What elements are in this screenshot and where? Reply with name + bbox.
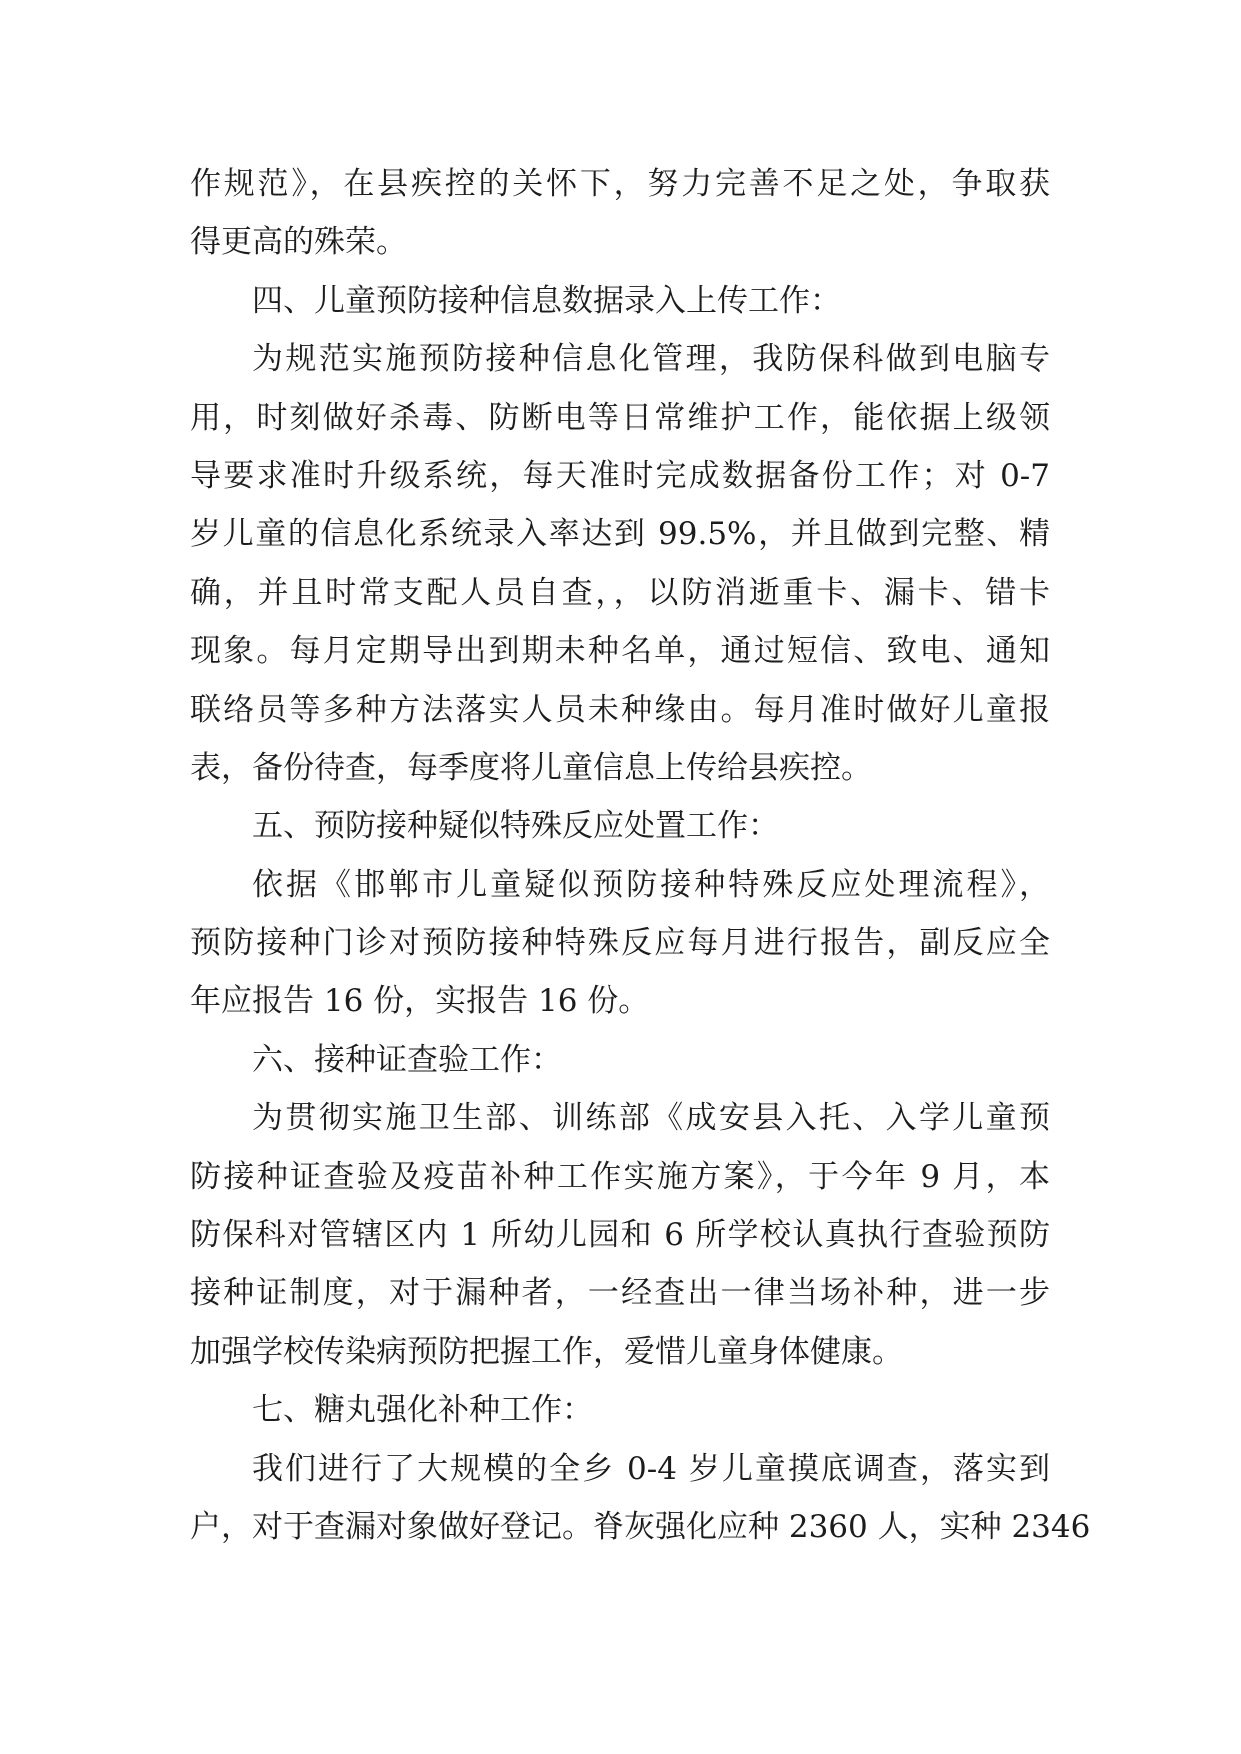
section-heading [190,272,1050,330]
text-line: 依据《邯郸市儿童疑似预防接种特殊反应处理流程》， [252,866,1050,903]
body-paragraph [190,330,1050,797]
section-heading [190,1031,1050,1089]
section-heading [190,1381,1050,1439]
text-line: 作规范》，在县疾控的关怀下，努力完善不足之处，争取获 [190,166,1050,202]
text-line: 岁儿童的信息化系统录入率达到 99.5%，并且做到完整、精 [190,516,1050,553]
text-line: 预防接种门诊对预防接种特殊反应每月进行报告，副反应全 [190,925,1050,962]
body-paragraph [190,856,1050,1031]
text-line: 户，对于查漏对象做好登记。脊灰强化应种 2360 人，实种 2346 [190,1508,1091,1545]
heading-line: 六、接种证查验工作： [252,1041,562,1078]
text-line: 现象。每月定期导出到期未种名单，通过短信、致电、通知 [190,633,1050,670]
text-line: 确，并且时常支配人员自查，，以防消逝重卡、漏卡、错卡 [190,574,1050,611]
text-line: 导要求准时升级系统，每天准时完成数据备份工作；对 0-7 [190,457,1050,494]
text-line: 用，时刻做好杀毒、防断电等日常维护工作，能依据上级领 [190,399,1050,436]
text-line: 接种证制度，对于漏种者，一经查出一律当场补种，进一步 [190,1275,1050,1312]
section-heading [190,797,1050,855]
heading-line: 四、儿童预防接种信息数据录入上传工作： [252,282,841,319]
text-line: 得更高的殊荣。 [190,224,407,261]
text-line: 为规范实施预防接种信息化管理，我防保科做到电脑专 [252,341,1050,378]
text-line: 为贯彻实施卫生部、训练部《成安县入托、入学儿童预 [252,1100,1050,1137]
body-paragraph [190,1089,1050,1381]
text-line: 年应报告 16 份，实报告 16 份。 [190,983,650,1020]
text-line: 防接种证查验及疫苗补种工作实施方案》，于今年 9 月，本 [190,1158,1050,1195]
heading-line: 五、预防接种疑似特殊反应处置工作： [252,808,779,845]
body-paragraph [190,1440,1091,1557]
document-page [190,155,1091,1556]
text-line: 表，备份待查，每季度将儿童信息上传给县疾控。 [190,749,872,786]
text-line: 我们进行了大规模的全乡 0-4 岁儿童摸底调查，落实到 [252,1450,1050,1487]
body-paragraph [190,155,1050,272]
text-line: 加强学校传染病预防把握工作，爱惜儿童身体健康。 [190,1333,903,1370]
heading-line: 七、糖丸强化补种工作： [252,1392,593,1429]
text-line: 防保科对管辖区内 1 所幼儿园和 6 所学校认真执行查验预防 [190,1217,1050,1254]
text-line: 联络员等多种方法落实人员未种缘由。每月准时做好儿童报 [190,691,1050,728]
